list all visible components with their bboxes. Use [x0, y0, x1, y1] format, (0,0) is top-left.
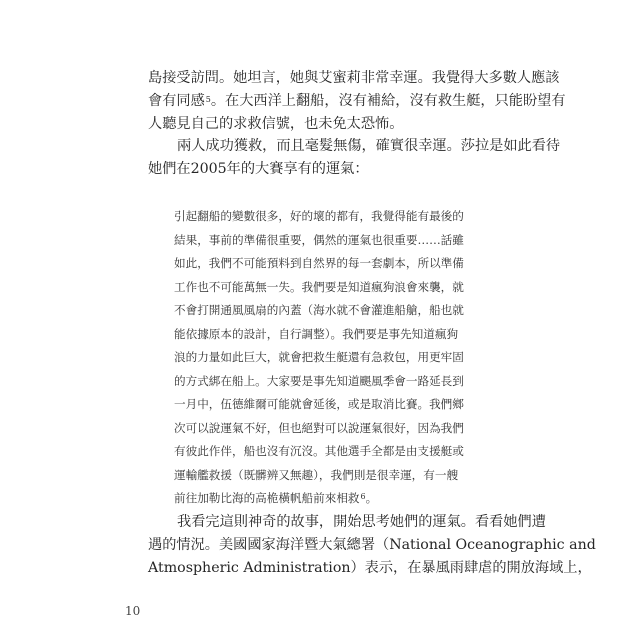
- paragraph-3-line-1: 我看完這則神奇的故事，開始思考她們的運氣。看看她們遭: [177, 514, 546, 530]
- quote-line-4: 工作也不可能萬無一失。我們要是知道瘋狗浪會來襲，就: [174, 279, 464, 294]
- paragraph-1-line-2: [148, 90, 566, 113]
- quote-line-13: [174, 487, 464, 511]
- quote-line-5: 不會打開通風風扇的內蓋（海水就不會灌進船艙，船也就: [174, 303, 464, 317]
- paragraph-3-line-3: Atmospheric Administration）表示，在暴風雨肆虐的開放海域上，: [148, 560, 592, 576]
- quote-line-8: 的方式綁在船上。大家要是事先知道颶風季會一路延長到: [174, 373, 464, 388]
- paragraph-3-line-2: 遇的情況。美國國家海洋暨大氣總署（National Oceanographic and: [148, 537, 596, 553]
- paragraph-1-line-3: 人聽見自己的求救信號，也未免太恐怖。: [148, 116, 404, 132]
- paragraph-1-line-2b: 。在大西洋上翻船，沒有補給，沒有救生艇，只能盼望有: [210, 93, 566, 109]
- paragraph-1: [148, 67, 566, 136]
- quote-line-6: 能依據原本的設計，自行調整）。我們要是事先知道瘋狗: [174, 326, 459, 341]
- paragraph-3: [148, 511, 596, 580]
- page-number: 10: [125, 604, 141, 618]
- footnote-6: 6: [360, 492, 366, 501]
- paragraph-1-line-2a: 會有同感: [148, 93, 205, 109]
- quote-line-11: 有彼此作伴，船也沒有沉沒。其他選手全都是由支援艇或: [174, 444, 464, 458]
- paragraph-2: [148, 135, 561, 181]
- quote-line-9: 一月中，伍德維爾可能就會延後，或是取消比賽。我們鄉: [174, 397, 464, 411]
- quote-end-punctuation: 。: [365, 491, 378, 505]
- quote-line-12: 運輸艦救援（既髒辨又無趣），我們則是很幸運，有一艘: [174, 467, 459, 482]
- quote-line-7: 浪的力量如此巨大，就會把救生艇還有急救包，用更牢固: [174, 350, 464, 364]
- footnote-5: 5: [205, 95, 211, 104]
- paragraph-1-line-1: 島接受訪問。她坦言，她與艾蜜莉非常幸運。我覺得大多數人應該: [148, 70, 560, 86]
- quote-line-1: 引起翻船的變數很多，好的壞的都有，我覺得能有最後的: [174, 209, 464, 223]
- quote-line-13-text: 前往加勒比海的高桅橫帆船前來相救: [174, 491, 360, 505]
- quote-line-3: 如此，我們不可能預料到自然界的每一套劇本，所以準備: [174, 256, 464, 270]
- paragraph-2-line-1: 兩人成功獲救，而且毫髮無傷，確實很幸運。莎拉是如此看待: [177, 138, 561, 154]
- paragraph-2-line-2: 她們在2005年的大賽享有的運氣：: [148, 161, 369, 177]
- quote-line-2: 結果，事前的準備很重要，偶然的運氣也很重要……話雖: [174, 232, 464, 247]
- quote-line-10: 次可以說運氣不好，但也絕對可以說運氣很好，因為我們: [174, 420, 464, 435]
- block-quote: [174, 205, 464, 511]
